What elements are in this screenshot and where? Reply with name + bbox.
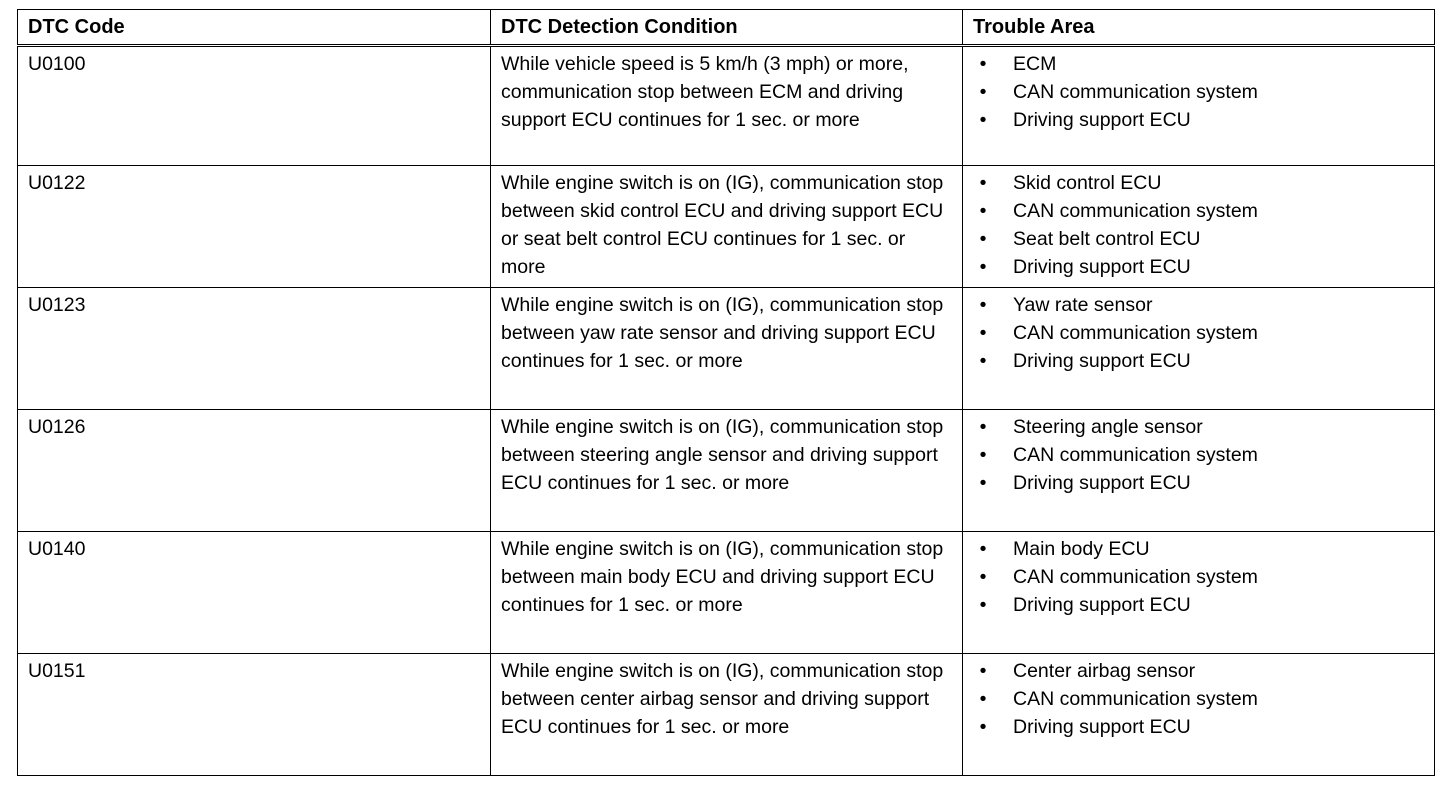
trouble-area-label: Skid control ECU xyxy=(1013,172,1162,194)
detection-condition-cell: While engine switch is on (IG), communication stop between skid control ECU and driving support ECU or seat belt control ECU continues for 1 sec. or more xyxy=(491,166,963,288)
trouble-area-item xyxy=(973,441,1424,469)
trouble-area-cell xyxy=(963,532,1435,654)
trouble-area-label: Seat belt control ECU xyxy=(1013,228,1201,250)
table-header xyxy=(18,10,1435,46)
trouble-area-list xyxy=(973,50,1424,134)
bullet-icon: • xyxy=(979,294,987,316)
trouble-area-item xyxy=(973,563,1424,591)
trouble-area-item xyxy=(973,469,1424,497)
trouble-area-list xyxy=(973,169,1424,281)
bullet-icon: • xyxy=(979,566,987,588)
bullet-icon: • xyxy=(979,200,987,222)
bullet-icon: • xyxy=(979,322,987,344)
bullet-icon: • xyxy=(979,660,987,682)
trouble-area-item xyxy=(973,197,1424,225)
trouble-area-label: Driving support ECU xyxy=(1013,256,1191,278)
detection-condition-cell: While engine switch is on (IG), communication stop between center airbag sensor and driving support ECU continues for 1 sec. or more xyxy=(491,654,963,776)
bullet-icon: • xyxy=(979,53,987,75)
trouble-area-item xyxy=(973,319,1424,347)
trouble-area-item xyxy=(973,535,1424,563)
table-row xyxy=(18,46,1435,166)
trouble-area-item xyxy=(973,713,1424,741)
bullet-icon: • xyxy=(979,350,987,372)
bullet-icon: • xyxy=(979,109,987,131)
trouble-area-item xyxy=(973,50,1424,78)
trouble-area-label: CAN communication system xyxy=(1013,688,1258,710)
trouble-area-list xyxy=(973,657,1424,741)
bullet-icon: • xyxy=(979,594,987,616)
trouble-area-label: Driving support ECU xyxy=(1013,350,1191,372)
trouble-area-cell xyxy=(963,288,1435,410)
trouble-area-item xyxy=(973,413,1424,441)
trouble-area-item xyxy=(973,657,1424,685)
trouble-area-cell xyxy=(963,166,1435,288)
trouble-area-label: Driving support ECU xyxy=(1013,594,1191,616)
trouble-area-label: CAN communication system xyxy=(1013,322,1258,344)
dtc-code-cell: U0100 xyxy=(18,46,491,166)
dtc-code-cell: U0140 xyxy=(18,532,491,654)
bullet-icon: • xyxy=(979,416,987,438)
header-trouble-area: Trouble Area xyxy=(963,10,1435,46)
bullet-icon: • xyxy=(979,472,987,494)
bullet-icon: • xyxy=(979,81,987,103)
trouble-area-label: CAN communication system xyxy=(1013,81,1258,103)
trouble-area-label: CAN communication system xyxy=(1013,566,1258,588)
trouble-area-label: ECM xyxy=(1013,53,1057,75)
detection-condition-cell: While vehicle speed is 5 km/h (3 mph) or more, communication stop between ECM and driving support ECU continues for 1 sec. or more xyxy=(491,46,963,166)
trouble-area-list xyxy=(973,291,1424,375)
dtc-code-cell: U0123 xyxy=(18,288,491,410)
trouble-area-list xyxy=(973,535,1424,619)
trouble-area-label: Driving support ECU xyxy=(1013,472,1191,494)
trouble-area-cell xyxy=(963,654,1435,776)
detection-condition-cell: While engine switch is on (IG), communication stop between yaw rate sensor and driving support ECU continues for 1 sec. or more xyxy=(491,288,963,410)
trouble-area-item xyxy=(973,685,1424,713)
table-row xyxy=(18,532,1435,654)
trouble-area-item xyxy=(973,225,1424,253)
dtc-table xyxy=(17,9,1435,776)
table-row xyxy=(18,166,1435,288)
detection-condition-cell: While engine switch is on (IG), communication stop between steering angle sensor and driving support ECU continues for 1 sec. or more xyxy=(491,410,963,532)
trouble-area-item xyxy=(973,106,1424,134)
bullet-icon: • xyxy=(979,228,987,250)
trouble-area-item xyxy=(973,78,1424,106)
trouble-area-item xyxy=(973,347,1424,375)
header-detection-condition: DTC Detection Condition xyxy=(491,10,963,46)
trouble-area-item xyxy=(973,169,1424,197)
trouble-area-list xyxy=(973,413,1424,497)
table-row xyxy=(18,410,1435,532)
table-row xyxy=(18,654,1435,776)
table-body xyxy=(18,46,1435,776)
trouble-area-label: Driving support ECU xyxy=(1013,716,1191,738)
bullet-icon: • xyxy=(979,172,987,194)
bullet-icon: • xyxy=(979,716,987,738)
trouble-area-label: Driving support ECU xyxy=(1013,109,1191,131)
table-row xyxy=(18,288,1435,410)
trouble-area-label: CAN communication system xyxy=(1013,200,1258,222)
trouble-area-label: CAN communication system xyxy=(1013,444,1258,466)
bullet-icon: • xyxy=(979,256,987,278)
header-dtc-code: DTC Code xyxy=(18,10,491,46)
trouble-area-cell xyxy=(963,46,1435,166)
trouble-area-label: Steering angle sensor xyxy=(1013,416,1203,438)
trouble-area-label: Yaw rate sensor xyxy=(1013,294,1153,316)
trouble-area-item xyxy=(973,291,1424,319)
bullet-icon: • xyxy=(979,444,987,466)
trouble-area-label: Center airbag sensor xyxy=(1013,660,1196,682)
detection-condition-cell: While engine switch is on (IG), communication stop between main body ECU and driving support ECU continues for 1 sec. or more xyxy=(491,532,963,654)
trouble-area-cell xyxy=(963,410,1435,532)
dtc-code-cell: U0122 xyxy=(18,166,491,288)
bullet-icon: • xyxy=(979,688,987,710)
trouble-area-label: Main body ECU xyxy=(1013,538,1150,560)
header-row xyxy=(18,10,1435,46)
trouble-area-item xyxy=(973,591,1424,619)
dtc-code-cell: U0126 xyxy=(18,410,491,532)
trouble-area-item xyxy=(973,253,1424,281)
dtc-code-cell: U0151 xyxy=(18,654,491,776)
bullet-icon: • xyxy=(979,538,987,560)
